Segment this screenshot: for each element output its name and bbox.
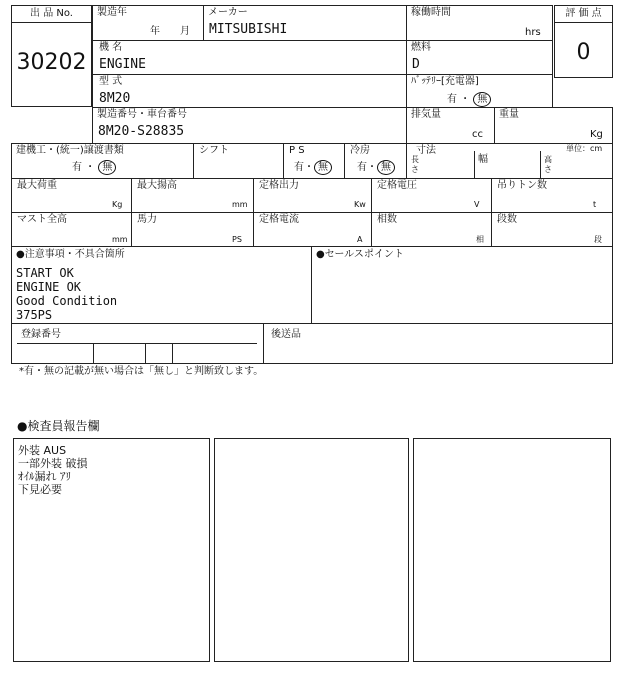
issues-label: ●注意事項・不具合箇所 bbox=[16, 249, 125, 260]
rated-output-unit: Kw bbox=[354, 200, 366, 209]
ac-yes: 有・ bbox=[357, 162, 377, 173]
divider bbox=[172, 343, 173, 364]
fuel-label: 燃料 bbox=[411, 42, 431, 53]
max-lift-unit: mm bbox=[232, 200, 248, 209]
maker-value: MITSUBISHI bbox=[209, 22, 288, 37]
battery-yes: 有 ・ bbox=[447, 94, 471, 105]
divider bbox=[344, 143, 345, 178]
maker-label: メーカー bbox=[208, 7, 248, 18]
ps-label: P S bbox=[289, 145, 305, 156]
divider bbox=[11, 178, 613, 179]
lot-label: 出 品 No. bbox=[30, 8, 73, 19]
spec-grid bbox=[11, 143, 613, 247]
transfer-yes: 有 ・ bbox=[72, 162, 96, 173]
issues-text: START OK ENGINE OK Good Condition 375PS bbox=[16, 266, 118, 322]
displacement-label: 排気量 bbox=[411, 109, 441, 120]
year-label: 製造年 bbox=[97, 7, 127, 18]
weight-label: 重量 bbox=[499, 109, 519, 120]
rating-label: 評 価 点 bbox=[565, 8, 602, 19]
stages-label: 段数 bbox=[497, 214, 517, 225]
divider bbox=[11, 212, 613, 213]
serial-label: 製造番号・車台番号 bbox=[97, 109, 187, 120]
divider bbox=[406, 143, 407, 178]
divider bbox=[311, 246, 312, 324]
divider bbox=[494, 107, 495, 144]
displacement-unit: cc bbox=[472, 129, 483, 140]
rated-voltage-unit: V bbox=[474, 200, 480, 209]
inspector-box-3 bbox=[413, 438, 611, 662]
rated-current-unit: A bbox=[357, 235, 363, 244]
shipping-label: 後送品 bbox=[271, 329, 301, 340]
ps-no-circled: 無 bbox=[314, 160, 332, 175]
horsepower-unit: PS bbox=[232, 235, 242, 244]
divider bbox=[203, 5, 204, 40]
max-lift-label: 最大揚高 bbox=[137, 180, 177, 191]
max-load-unit: Kg bbox=[112, 200, 123, 209]
lot-divider bbox=[11, 22, 92, 23]
mast-unit: mm bbox=[112, 235, 128, 244]
divider bbox=[406, 107, 407, 144]
battery-no-circled: 無 bbox=[473, 92, 491, 107]
transfer-choice bbox=[72, 160, 116, 175]
rated-current-label: 定格電流 bbox=[259, 214, 299, 225]
divider bbox=[371, 178, 372, 247]
weight-unit: Kg bbox=[590, 129, 603, 140]
divider bbox=[283, 143, 284, 178]
sales-label: ●セールスポイント bbox=[316, 249, 404, 260]
divider bbox=[253, 178, 254, 247]
height-label: 高さ bbox=[544, 155, 552, 174]
divider bbox=[263, 323, 264, 364]
ps-choice bbox=[294, 160, 332, 175]
year-units: 年 月 bbox=[150, 26, 190, 37]
width-label: 幅 bbox=[478, 154, 488, 165]
divider bbox=[474, 151, 475, 178]
shift-label: シフト bbox=[199, 145, 229, 156]
transfer-no-circled: 無 bbox=[98, 160, 116, 175]
divider bbox=[145, 343, 146, 364]
divider bbox=[406, 5, 407, 108]
divider bbox=[17, 343, 257, 344]
battery-label: ﾊﾞｯﾃﾘｰ[充電器] bbox=[411, 76, 479, 87]
ac-no-circled: 無 bbox=[377, 160, 395, 175]
rating-divider bbox=[554, 22, 613, 23]
rated-output-label: 定格出力 bbox=[259, 180, 299, 191]
mast-label: マスト全高 bbox=[17, 214, 67, 225]
inspector-box-2 bbox=[214, 438, 409, 662]
phase-unit: 相 bbox=[476, 235, 484, 244]
lift-ton-unit: t bbox=[593, 200, 597, 209]
ac-choice bbox=[357, 160, 395, 175]
lot-value: 30202 bbox=[16, 50, 87, 75]
divider bbox=[193, 143, 194, 178]
unit-note: 単位：cm bbox=[566, 144, 603, 153]
rating-value: 0 bbox=[576, 40, 591, 65]
fuel-value: D bbox=[412, 57, 420, 72]
divider bbox=[131, 178, 132, 247]
ac-label: 冷房 bbox=[350, 145, 370, 156]
inspector-title: ●検査員報告欄 bbox=[17, 419, 100, 433]
dim-label: 寸法 bbox=[416, 145, 436, 156]
stages-unit: 段 bbox=[594, 235, 602, 244]
serial-value: 8M20-S28835 bbox=[98, 124, 185, 139]
rated-voltage-label: 定格電圧 bbox=[377, 180, 417, 191]
max-load-label: 最大荷重 bbox=[17, 180, 57, 191]
hours-unit: hrs bbox=[525, 27, 541, 38]
battery-choice bbox=[447, 92, 491, 107]
type-label: 型 式 bbox=[99, 76, 123, 87]
lift-ton-label: 吊りトン数 bbox=[497, 180, 547, 191]
divider bbox=[92, 74, 553, 75]
phase-label: 相数 bbox=[377, 214, 397, 225]
model-name-label: 機 名 bbox=[99, 42, 123, 53]
divider bbox=[540, 151, 541, 178]
hours-label: 稼働時間 bbox=[411, 7, 451, 18]
type-value: 8M20 bbox=[99, 91, 131, 106]
transfer-label: 建機工・(統一)譲渡書類 bbox=[16, 145, 124, 156]
divider bbox=[93, 343, 94, 364]
length-label: 長さ bbox=[411, 155, 419, 174]
ps-yes: 有・ bbox=[294, 162, 314, 173]
model-name-value: ENGINE bbox=[99, 57, 146, 72]
inspector-box-1-text: 外装 AUS 一部外装 破損 ｵｲﾙ漏れ ｱﾘ 下見必要 bbox=[18, 444, 88, 496]
divider bbox=[92, 40, 553, 41]
divider bbox=[491, 178, 492, 247]
footnote: *有・無の記載が無い場合は「無し」と判断致します。 bbox=[19, 366, 264, 377]
horsepower-label: 馬力 bbox=[137, 214, 157, 225]
registration-label: 登録番号 bbox=[21, 329, 61, 340]
